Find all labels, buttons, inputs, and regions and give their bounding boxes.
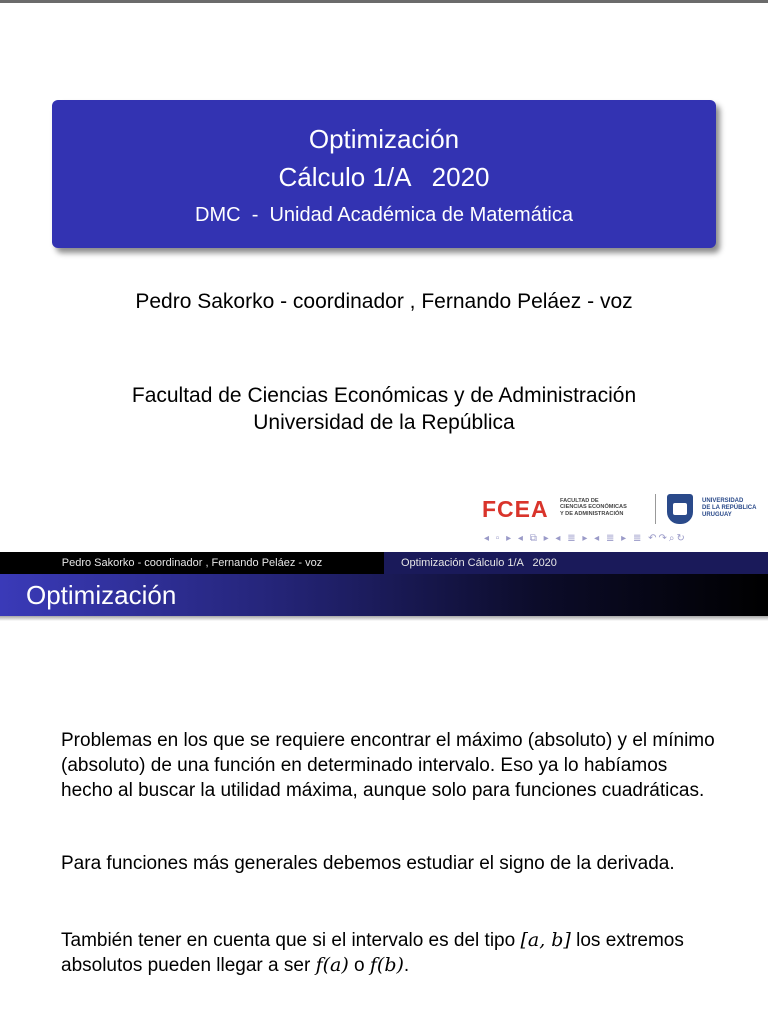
interval-math: [a, b] — [520, 929, 571, 951]
logo-divider — [655, 494, 656, 524]
udelar-logo-line: DE LA REPÚBLICA — [702, 504, 757, 511]
university-name: Universidad de la República — [253, 411, 515, 434]
fcea-logo-line: CIENCIAS ECONÓMICAS — [560, 504, 627, 511]
fb-math: f(b) — [369, 954, 404, 976]
footline-title: Optimización Cálculo 1/A 2020 — [384, 552, 768, 574]
institution-block — [0, 382, 768, 436]
presentation-subtitle: Cálculo 1/A 2020 — [278, 162, 490, 192]
or-text: o — [348, 955, 370, 976]
frame-title: Optimización — [0, 574, 768, 616]
fcea-logo-line: Y DE ADMINISTRACIÓN — [560, 510, 624, 517]
udelar-logo-line: URUGUAY — [702, 511, 732, 518]
paragraph-problems: Problemas en los que se requiere encontrar el máximo (absoluto) y el mínimo (absoluto) de una función en determinado intervalo. Eso ya lo habíamos hecho al buscar la utilidad máxima, aunque solo para funciones cuadráticas. — [61, 730, 715, 801]
presentation-institute-line: DMC - Unidad Académica de Matemática — [195, 204, 573, 226]
paragraph-interval — [61, 928, 721, 978]
fcea-logo: FCEA — [482, 496, 549, 522]
paragraph-derivative: Para funciones más generales debemos estudiar el signo de la derivada. — [61, 853, 675, 874]
udelar-logo-line: UNIVERSIDAD — [702, 498, 744, 504]
presentation-title: Optimización — [308, 124, 460, 154]
faculty-name: Facultad de Ciencias Económicas y de Administración — [131, 384, 637, 407]
interval-text-mid: los extremos absolutos pueden llegar a ser — [61, 930, 684, 976]
title-block — [52, 100, 716, 248]
period-text: . — [403, 955, 410, 976]
udelar-logo-text — [702, 498, 756, 518]
footline — [0, 552, 768, 574]
top-border-line — [0, 0, 768, 3]
logos-area — [480, 492, 760, 526]
fcea-logo-subtitle — [560, 498, 650, 517]
author-line: Pedro Sakorko - coordinador , Fernando Peláez - voz — [135, 290, 633, 313]
fa-math: f(a) — [315, 954, 349, 976]
fcea-logo-line: FACULTAD DE — [560, 498, 599, 504]
footline-author: Pedro Sakorko - coordinador , Fernando Peláez - voz — [0, 552, 384, 574]
beamer-navigation-icons[interactable]: ◂ ▫ ▸ ◂ ⧉ ▸ ◂ ≣ ▸ ◂ ≣ ▸ ≣ ↶↷⌕↻ — [484, 533, 687, 544]
interval-text: También tener en cuenta que si el intervalo es del tipo — [61, 930, 521, 951]
udelar-shield-icon — [667, 494, 693, 524]
frame-title-shadow — [0, 616, 768, 621]
